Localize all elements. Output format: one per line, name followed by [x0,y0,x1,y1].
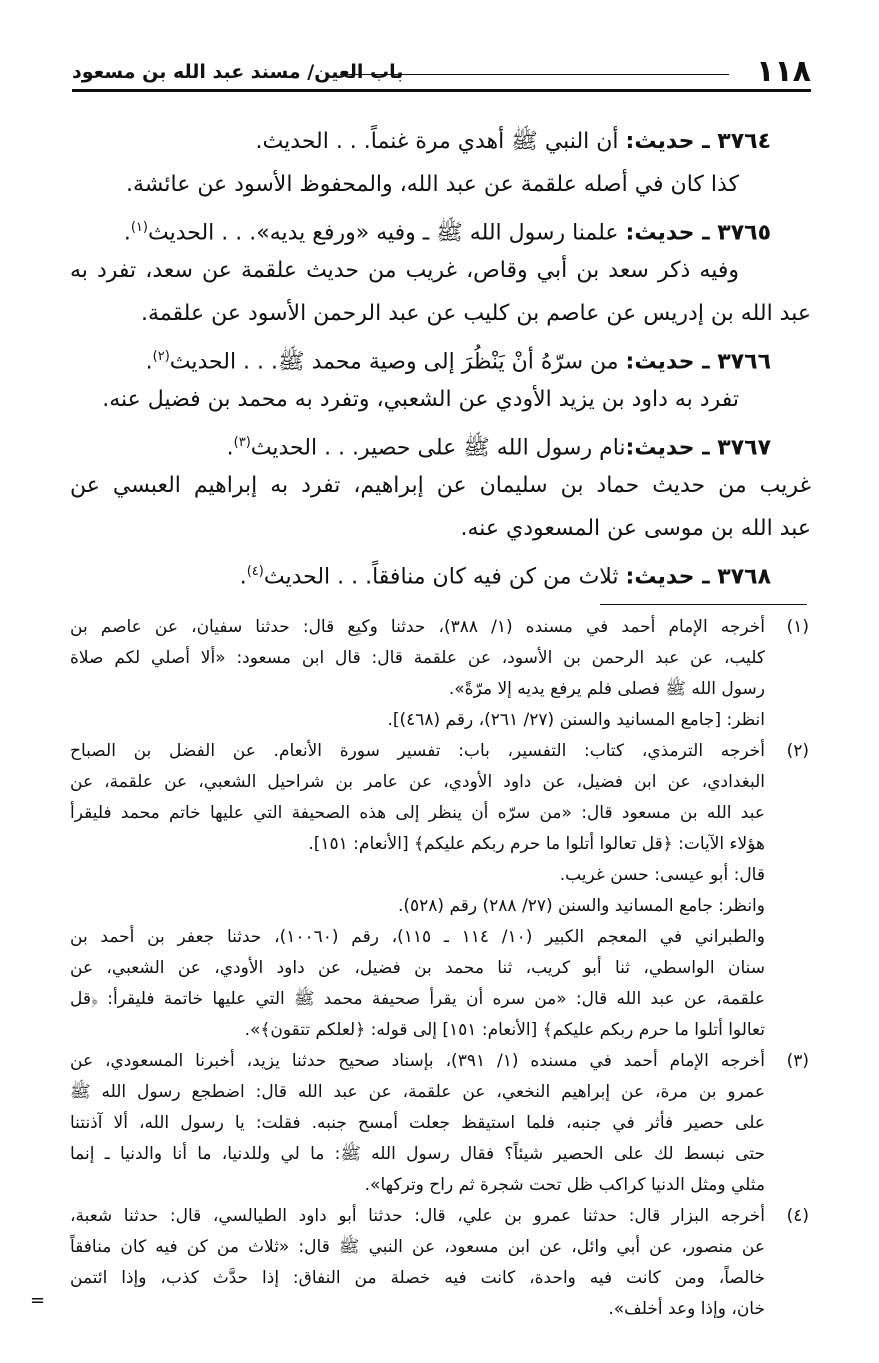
hadith-entry: ٣٧٦٨ ـ حديث: ثلاث من كن فيه كان منافقاً. . . الحديث$^{(٤)}$. [239,564,771,590]
hadith-entry: ٣٧٦٥ ـ حديث: علمنا رسول الله ﷺ ـ وفيه «ورفع يديه». . . الحديث$^{(١)}$. [123,220,771,246]
footnote-line: (٤) أخرجه البزار قال: حدثنا عمرو بن علي، قال: حدثنا أبو داود الطيالسي، قال: حدثنا شعبة، [70,1201,809,1232]
hadith-entry: ٣٧٦٧ ـ حديث:نام رسول الله ﷺ على حصير. . . الحديث$^{(٣)}$. [226,435,771,461]
footnote-number: (٣) [786,1051,809,1071]
footnote-line: عن منصور، عن أبي وائل، عن ابن مسعود، عن النبي ﷺ قال: «ثلاث من كن فيه كان منافقاً [70,1237,765,1257]
text-line: وفيه ذكر سعد بن أبي وقاص، غريب من حديث علقمة عن سعد، تفرد به [70,258,739,283]
text-line: عبد الله بن إدريس عن عاصم بن كليب عن عبد الرحمن الأسود عن علقمة. [141,301,811,326]
footnote-line: وانظر: جامع المسانيد والسنن (٢٧/ ٢٨٨) رقم (٥٢٨). [397,896,765,916]
main-text [70,120,811,593]
footnote-line: (١) أخرجه الإمام أحمد في مسنده (١/ ٣٨٨)، حدثنا وكيع قال: حدثنا سفيان، عن عاصم بن [70,612,809,643]
footnote-line: حتى نبسط لك على الحصير شيئاً؟ فقال رسول الله ﷺ: ما لي وللدنيا، ما أنا والدنيا ـ إنما [70,1144,765,1164]
footnote-line: قال: أبو عيسى: حسن غريب. [559,865,765,885]
footnote-line: على حصير فأثر في جنبه، فلما استيقظ جعلت أمسح جنبه. فقلت: يا رسول الله، ألا آذنتنا [70,1113,765,1133]
footnote-number: (١) [786,617,809,637]
footnote-separator [600,604,807,605]
footnote-line: رسول الله ﷺ فصلى فلم يرفع يديه إلا مرّةً». [448,679,765,699]
footnote-ref: (١) [130,220,148,235]
footnote-line: خان، وإذا وعد أخلف». [608,1299,765,1319]
footnote-line: خالصاً، ومن كانت فيه واحدة، كانت فيه خصلة من النفاق: إذا حدَّث كذب، وإذا ائتمن [70,1268,765,1288]
page-number: ١١٨ [756,54,811,89]
footnote-line: (٣) أخرجه الإمام أحمد في مسنده (١/ ٣٩١)، بإسناد صحيح حدثنا يزيد، أخبرنا المسعودي، عن [70,1046,809,1077]
footnote-line: علقمة، عن عبد الله قال: «من سره أن يقرأ صحيفة محمد ﷺ التي عليها خاتمة فليقرأ: ﴿قل [70,989,765,1009]
running-title: باب العين/ مسند عبد الله بن مسعود [72,61,404,83]
text-line: كذا كان في أصله علقمة عن عبد الله، والمحفوظ الأسود عن عائشة. [125,172,739,197]
footnote-line: تعالوا أتلوا ما حرم ربكم عليكم﴾ [الأنعام: ١٥١] إلى قوله: ﴿لعلكم تتقون﴾». [244,1020,765,1040]
footnote-number: (٤) [786,1206,809,1226]
hadith-entry: ٣٧٦٤ ـ حديث: أن النبي ﷺ أهدي مرة غنماً. . . الحديث. [255,129,771,154]
footnote-line: كليب، عن عبد الرحمن بن الأسود، عن علقمة قال: قال ابن مسعود: «ألا أصلي لكم صلاة [70,648,765,668]
footnote-ref: (٤) [246,564,264,579]
footnote-line: هؤلاء الآيات: ﴿قل تعالوا أتلوا ما حرم ربكم عليكم﴾ [الأنعام: ١٥١]. [308,834,765,854]
footnote-line: (٢) أخرجه الترمذي، كتاب: التفسير، باب: تفسير سورة الأنعام. عن الفضل بن الصباح [70,736,809,767]
margin-mark: = [30,1290,46,1311]
text-line: غريب من حديث حماد بن سليمان عن إبراهيم، تفرد به إبراهيم العبسي عن [70,473,811,498]
footnote-line: عمرو بن مرة، عن إبراهيم النخعي، عن علقمة، عن عبد الله قال: اضطجع رسول الله ﷺ [70,1082,765,1102]
footnote-ref: (٢) [152,349,170,364]
footnote-line: البغدادي، عن ابن فضيل، عن داود الأودي، عن عامر بن شراحيل الشعبي، عن علقمة، عن [70,772,765,792]
text-line: عبد الله بن موسى عن المسعودي عنه. [460,516,811,541]
footnotes [70,612,809,1325]
footnote-number: (٢) [786,741,809,761]
hadith-entry: ٣٧٦٦ ـ حديث: من سرّهُ أنْ يَنْظُرَ إلى وصية محمد ﷺ. . . الحديث$^{(٢)}$. [145,349,771,375]
footnote-line: والطبراني في المعجم الكبير (١٠/ ١١٤ ـ ١١٥)، رقم (١٠٠٦٠)، حدثنا جعفر بن أحمد بن [70,927,765,947]
footnote-line: مثلي ومثل الدنيا كراكب ظل تحت شجرة ثم راح وتركها». [364,1175,765,1195]
text-line: تفرد به داود بن يزيد الأودي عن الشعبي، وتفرد به محمد بن فضيل عنه. [102,387,739,412]
footnote-line: سنان الواسطي، ثنا أبو كريب، ثنا محمد بن فضيل، عن داود الأودي، عن الشعبي، عن [70,958,765,978]
footnote-line: عبد الله بن مسعود قال: «من سرّه أن ينظر إلى هذه الصحيفة التي عليها خاتم محمد فليقرأ [70,803,765,823]
header-rule [72,89,811,92]
footnote-line: انظر: [جامع المسانيد والسنن (٢٧/ ٢٦١)، رقم (٤٦٨)]. [387,710,765,730]
footnote-ref: (٣) [233,435,251,450]
